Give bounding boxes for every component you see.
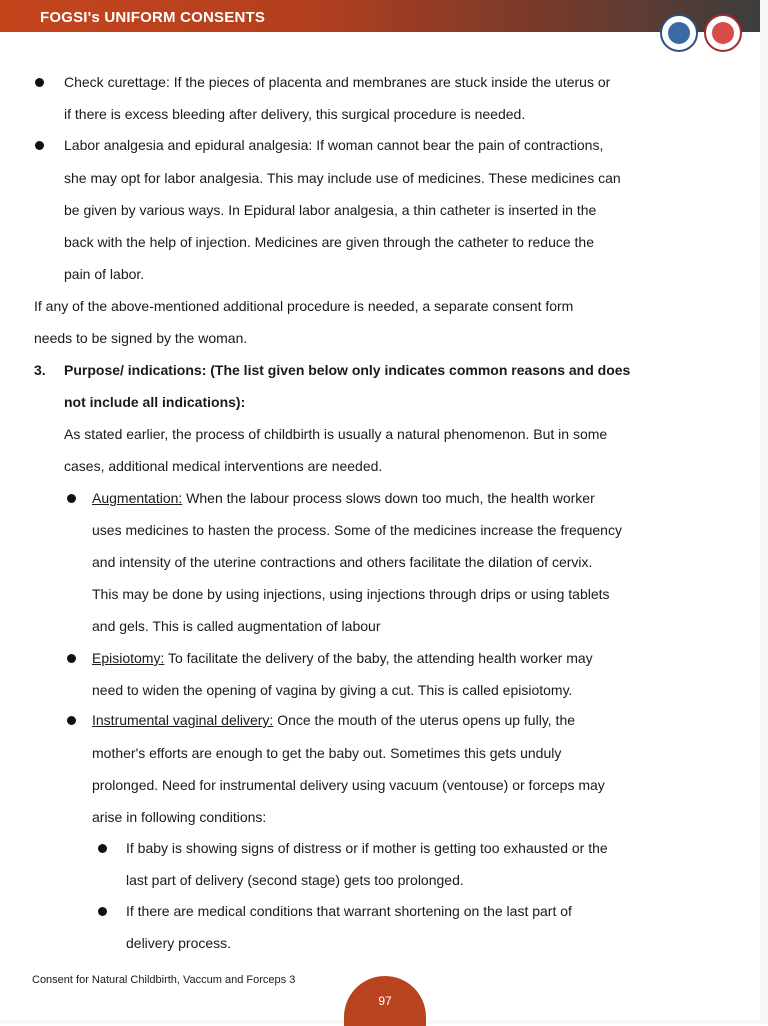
section-heading-line: Purpose/ indications: (The list given below only indicates common reasons and does: [64, 362, 631, 378]
text-line: prolonged. Need for instrumental delivery using vacuum (ventouse) or forceps may: [92, 777, 605, 793]
text-line: As stated earlier, the process of childbirth is usually a natural phenomenon. But in some: [64, 426, 608, 442]
bullet-dot-icon: [67, 654, 76, 663]
bullet-dot-icon: [98, 907, 107, 916]
page-number-tab: [344, 976, 426, 1026]
term-label: Instrumental vaginal delivery:: [92, 712, 274, 728]
text-line: If there are medical conditions that warrant shortening on the last part of: [126, 903, 572, 919]
text-line: [92, 649, 593, 667]
text-line: [92, 711, 575, 729]
text-line: back with the help of injection. Medicines are given through the catheter to reduce the: [64, 234, 594, 250]
term-text: To facilitate the delivery of the baby, the attending health worker may: [164, 650, 593, 666]
text-line: need to widen the opening of vagina by giving a cut. This is called episiotomy.: [92, 682, 573, 698]
bullet-dot-icon: [67, 716, 76, 725]
text-line: and gels. This is called augmentation of labour: [92, 618, 381, 634]
text-line: and intensity of the uterine contractions and others facilitate the dilation of cervix.: [92, 554, 593, 570]
association-logo-icon: [704, 14, 742, 52]
term-label: Augmentation:: [92, 490, 183, 506]
text-line: If any of the above-mentioned additional procedure is needed, a separate consent form: [34, 298, 574, 314]
text-line: [92, 489, 595, 507]
term-text: Once the mouth of the uterus opens up fully, the: [273, 712, 576, 728]
term-label: Episiotomy:: [92, 650, 165, 666]
text-line: If baby is showing signs of distress or if mother is getting too exhausted or the: [126, 840, 608, 856]
footer-caption: Consent for Natural Childbirth, Vaccum and Forceps 3: [32, 974, 296, 986]
text-line: be given by various ways. In Epidural labor analgesia, a thin catheter is inserted in the: [64, 202, 597, 218]
bullet-dot-icon: [35, 78, 44, 87]
section-heading-line: not include all indications):: [64, 394, 246, 410]
text-line: Check curettage: If the pieces of placenta and membranes are stuck inside the uterus or: [64, 74, 611, 90]
header-title: FOGSI's UNIFORM CONSENTS: [40, 9, 266, 26]
bullet-dot-icon: [35, 141, 44, 150]
text-line: last part of delivery (second stage) gets too prolonged.: [126, 872, 464, 888]
text-line: pain of labor.: [64, 266, 145, 282]
bullet-dot-icon: [98, 844, 107, 853]
text-line: Labor analgesia and epidural analgesia: If woman cannot bear the pain of contractions,: [64, 137, 604, 153]
text-line: she may opt for labor analgesia. This may include use of medicines. These medicines can: [64, 170, 621, 186]
text-line: cases, additional medical interventions are needed.: [64, 458, 383, 474]
text-line: if there is excess bleeding after delivery, this surgical procedure is needed.: [64, 106, 526, 122]
text-line: mother's efforts are enough to get the baby out. Sometimes this gets unduly: [92, 745, 562, 761]
page-number: 97: [378, 994, 392, 1008]
section-number: 3.: [34, 362, 46, 378]
text-line: delivery process.: [126, 935, 232, 951]
bullet-dot-icon: [67, 494, 76, 503]
fogsi-logo-icon: [660, 14, 698, 52]
header-bar: [0, 0, 760, 32]
text-line: This may be done by using injections, using injections through drips or using tablets: [92, 586, 610, 602]
text-line: arise in following conditions:: [92, 809, 267, 825]
logo-group: [660, 14, 744, 54]
term-text: When the labour process slows down too much, the health worker: [182, 490, 595, 506]
text-line: uses medicines to hasten the process. Some of the medicines increase the frequency: [92, 522, 622, 538]
text-line: needs to be signed by the woman.: [34, 330, 248, 346]
